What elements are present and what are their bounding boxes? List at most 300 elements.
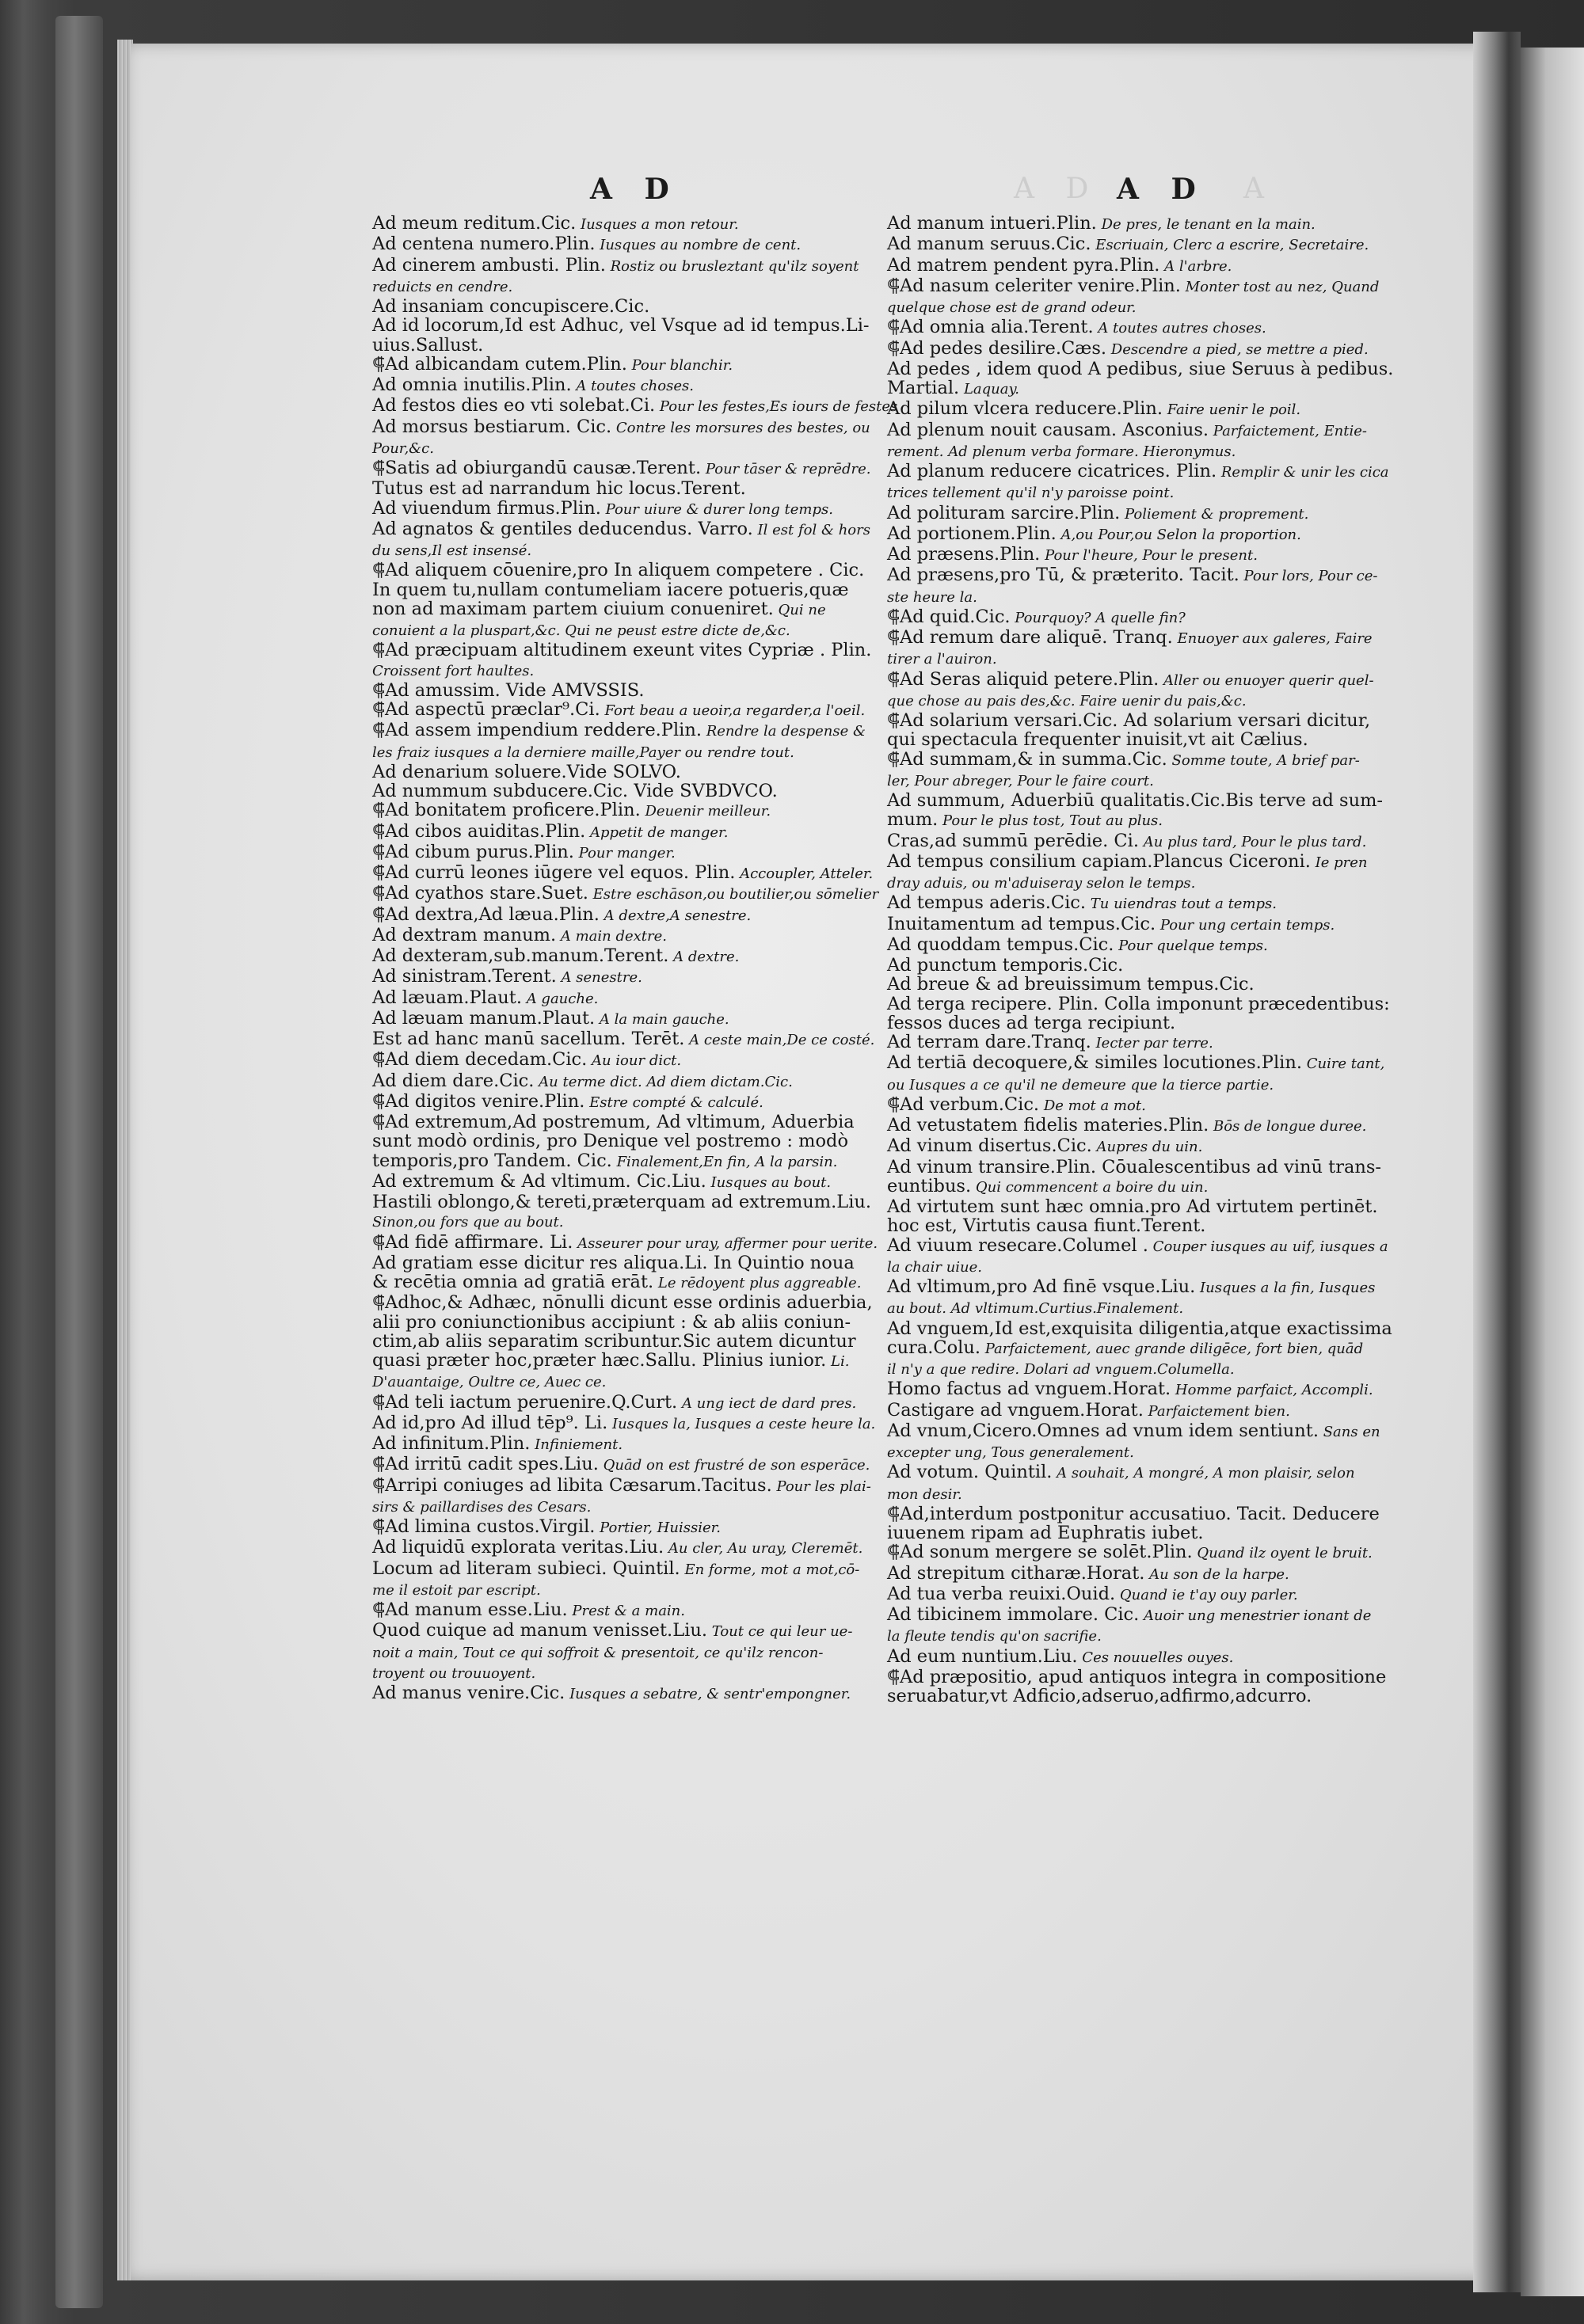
latin-text: ⸿Ad nasum celeriter venire.Plin. [887,275,1181,296]
entry-line [887,462,1434,482]
latin-text: ⸿Ad solarium versari.Cic. Ad solarium versari dicitur, [887,710,1371,731]
entry-line [887,1277,1434,1298]
french-gloss: trices tellement qu'il n'y paroisse point. [887,485,1175,502]
entry-line [887,1033,1434,1053]
entry-line [372,862,874,884]
french-gloss: Aupres du uin. [1091,1139,1203,1156]
entry-line [372,1132,863,1151]
latin-text: Ad planum reducere cicatrices. Plin. [887,461,1217,481]
french-gloss: excepter ung, Tous generalement. [887,1444,1134,1461]
entry-line [887,995,1434,1014]
entry-line [887,956,1434,975]
latin-text: non ad maximam partem ciuium conueniret. [372,598,774,619]
latin-text: Ad morsus bestiarum. Cic. [372,416,612,437]
french-gloss: la fleute tendis qu'on sacrifie. [887,1628,1102,1645]
latin-text: alii pro coniunctionibus accipiunt : & ab aliis coniun- [372,1311,851,1333]
entry-line [887,545,1434,565]
latin-text: Ad tua verba reuixi.Ouid. [887,1583,1116,1604]
entry-line [372,1313,863,1332]
latin-text: Tutus est ad narrandum hic locus.Terent. [372,478,746,500]
latin-text: Ad manus venire.Cic. [372,1683,565,1703]
latin-text: Ad summum, Aduerbiū qualitatis.Cic.Bis terve ad sum- [887,790,1384,811]
entry-line [372,926,863,946]
latin-text: ⸿Ad verbum.Cic. [887,1094,1040,1115]
entry-line [372,580,863,599]
latin-text: Ad festos dies eo vti solebat.Ci. [372,395,656,416]
entry-line [372,438,863,458]
entry-line [887,1197,1434,1216]
entry-line [372,1683,863,1704]
french-gloss: Prest & a main. [567,1603,685,1619]
latin-text: ⸿Ad aliquem cōuenire,pro In aliquem competere . Cic. [372,560,865,581]
french-gloss: il n'y a que redire. Dolari ad vnguem.Columella. [887,1361,1235,1378]
latin-text: ⸿Ad currū leones iūgere vel equos. Plin. [372,862,736,883]
french-gloss: Pourquoy? A quelle fin? [1010,609,1186,626]
latin-text: Ad agnatos & gentiles deducendus. Varro. [372,518,753,539]
entry-line [887,1379,1434,1400]
entry-line [887,1626,1434,1646]
french-gloss: Fort beau a ueoir,a regarder,a l'oeil. [600,702,866,719]
entry-line [372,1663,863,1683]
latin-text: Ad liquidū explorata veritas.Liu. [372,1537,664,1558]
french-gloss: A toutes choses. [571,378,694,394]
entry-line [887,1523,1434,1542]
french-gloss: Tu uiendras tout a temps. [1086,896,1277,913]
entry-line [887,399,1434,420]
latin-text: Ad breue & ad breuissimum tempus.Cic. [887,974,1255,995]
french-gloss: Homme parfaict, Accompli. [1171,1382,1373,1399]
latin-text: seruabatur,vt Adficio,adseruo,adfirmo,adcurro. [887,1686,1312,1706]
latin-text: Martial. [887,378,960,398]
latin-text: Ad insaniam concupiscere.Cic. [372,296,650,317]
entry-line [887,1257,1434,1277]
entry-line [372,1050,863,1071]
latin-text: Ad vltimum,pro Ad finē vsque.Liu. [887,1276,1196,1297]
french-gloss: Cuire tant, [1301,1055,1385,1073]
french-gloss: Iusques au bout. [706,1173,832,1191]
entry-line [372,297,863,316]
latin-text: ⸿Ad præcipuam altitudinem exeunt vites Cypriæ . Plin. [372,640,872,661]
latin-text: Ad diem dare.Cic. [372,1070,535,1091]
entry-line [372,336,863,355]
entry-line [372,1292,873,1314]
french-gloss: Portier, Huissier. [595,1520,721,1536]
french-gloss: Monter tost au nez, Quand [1180,278,1380,295]
french-gloss: Asseurer pour uray, affermer pour uerite. [573,1234,878,1252]
entry-line [372,1497,863,1517]
entry-line [372,561,863,580]
entry-line [887,1177,1434,1197]
entry-line [887,587,1434,607]
latin-text: Castigare ad vnguem.Horat. [887,1399,1144,1421]
french-gloss: D'auantaige, Oultre ce, Auec ce. [372,1374,607,1391]
latin-text: mum. [887,809,939,831]
french-gloss: Iusques a sebatre, & sentr'empongner. [565,1686,851,1702]
latin-text: Ad viuum resecare.Columel . [887,1234,1148,1256]
latin-text: Ad polituram sarcire.Plin. [887,502,1121,523]
right-running-header: A D [1117,173,1207,206]
entry-line [372,1071,863,1092]
french-gloss: Il est fol & hors [752,521,870,538]
latin-text: Ad tempus aderis.Cic. [887,892,1087,914]
entry-line [887,1584,1434,1605]
entry-line [372,905,863,926]
entry-line [887,1095,1434,1116]
entry-line [372,1600,863,1621]
latin-text: Ad terga recipere. Plin. Colla imponunt præcedentibus: [887,993,1390,1014]
french-gloss: A la main gauche. [595,1010,729,1028]
entry-line [372,1559,863,1580]
entry-line [887,565,1434,586]
entry-line [372,1092,863,1113]
french-gloss: Parfaictement bien. [1143,1402,1290,1420]
latin-text: Ad id locorum,Id est Adhuc, vel Vsque ad id tempus.Li- [372,315,870,337]
latin-text: Ad id,pro Ad illud tēp⁹. Li. [372,1412,608,1433]
entry-line [372,1211,863,1232]
french-gloss: En forme, mot a mot,cō- [680,1561,860,1578]
entry-line [372,1412,876,1434]
french-gloss: A dextre. [668,949,740,965]
latin-text: ⸿Ad diem decedam.Cic. [372,1049,588,1071]
french-gloss: Finalement,En fin, A la parsin. [611,1153,838,1170]
entry-line [887,791,1434,810]
latin-text: ⸿Ad omnia alia.Terent. [887,317,1094,338]
latin-text: Ad dextram manum. [372,924,557,945]
entry-line [887,852,1434,873]
french-gloss: ler, Pour abreger, Pour le faire court. [887,772,1154,789]
latin-text: ⸿Ad irritū cadit spes.Liu. [372,1454,599,1475]
french-gloss: Accoupler, Atteler. [735,865,874,882]
left-running-header: A D [590,173,680,206]
entry-line [372,1172,863,1192]
latin-text: Ad portionem.Plin. [887,523,1057,544]
latin-text: Ad manum intueri.Plin. [887,213,1097,234]
latin-text: ⸿Ad remum dare aliquē. Tranq. [887,627,1173,648]
french-gloss: Qui ne [773,601,826,618]
facing-page-edge [1521,48,1584,2296]
entry-line [887,524,1434,545]
entry-line [887,670,1434,690]
left-dictionary-column [372,213,898,1704]
latin-text: Ad pilum vlcera reducere.Plin. [887,398,1163,420]
latin-text: ⸿Ad quid.Cic. [887,606,1011,627]
entry-line [372,1009,863,1029]
latin-text: Ad dexteram,sub.manum.Terent. [372,945,669,966]
latin-text: ⸿Ad manum esse.Liu. [372,1599,568,1620]
entry-line [887,1053,1434,1074]
french-gloss: Iusques au nombre de cent. [595,237,802,254]
latin-text: fessos duces ad terga recipiunt. [887,1012,1176,1033]
french-gloss: Pour les plai- [771,1478,871,1495]
latin-text: ⸿Ad cyathos stare.Suet. [372,883,588,904]
latin-text: Ad tertiā decoquere,& similes locutiones.Plin. [887,1052,1302,1074]
french-gloss: Couper iusques au uif, iusques a [1148,1238,1388,1255]
latin-text: Ad quoddam tempus.Cic. [887,934,1114,955]
latin-text: Ad terram dare.Tranq. [887,1032,1091,1052]
french-gloss: Rostiz ou brusleztant qu'ilz soyent [605,257,859,275]
latin-text: Ad sinistram.Terent. [372,966,557,987]
latin-text: Locum ad literam subieci. Quintil. [372,1558,680,1579]
french-gloss: ou Iusques a ce qu'il ne demeure que la tierce partie. [887,1076,1274,1094]
entry-line [887,1075,1434,1095]
french-gloss: Au son de la harpe. [1144,1565,1289,1583]
entry-line [887,915,1434,935]
french-gloss: A,ou Pour,ou Selon la proportion. [1056,526,1301,543]
latin-text: hoc est, Virtutis causa fiunt.Terent. [887,1215,1206,1237]
entry-line [887,276,1434,297]
french-gloss: Au cler, Au uray, Cleremēt. [664,1540,863,1558]
french-gloss: la chair uiue. [887,1258,983,1276]
entry-line [887,359,1434,378]
french-gloss: Aller ou enuoyer querir quel- [1159,671,1374,689]
french-gloss: A toutes autres choses. [1093,320,1266,337]
french-gloss: Escriuain, Clerc a escrire, Secretaire. [1091,237,1369,254]
entry-line [887,1338,1434,1359]
entry-line [372,699,866,721]
latin-text: euntibus. [887,1175,972,1196]
entry-line [887,1668,1434,1687]
latin-text: Ad votum. Quintil. [887,1462,1053,1483]
latin-text: ⸿Arripi coniuges ad libita Cæsarum.Tacitus. [372,1474,772,1496]
french-gloss: rement. Ad plenum verba formare. Hieronymus. [887,443,1236,460]
french-gloss: A ung iect de dard pres. [677,1394,857,1412]
entry-line [887,649,1434,669]
french-gloss: Laquay. [959,381,1019,397]
entry-line [887,1319,1434,1338]
latin-text: & recētia omnia ad gratiā erāt. [372,1272,654,1292]
entry-line [372,1192,872,1212]
french-gloss: reduicts en cendre. [372,278,513,295]
entry-line [372,1151,863,1172]
entry-line [372,946,863,967]
entry-line [372,720,866,741]
french-gloss: Quand ie t'ay ouy parler. [1115,1586,1298,1603]
french-gloss: noit a main, Tout ce qui soffroit & presentoit, ce qu'ilz rencon- [372,1644,824,1661]
french-gloss: A gauche. [521,990,599,1007]
french-gloss: Parfaictement, auec grande diligēce, fort bien, quād [980,1340,1364,1357]
latin-text: ⸿Ad sonum mergere se solēt.Plin. [887,1542,1193,1563]
entry-line [887,1462,1434,1483]
french-gloss: Estre compté & calculé. [584,1094,763,1111]
french-gloss: Estre eschāson,ou boutilier,ou sōmelier [588,886,879,903]
latin-text: ⸿Ad cibos auiditas.Plin. [372,820,586,842]
entry-line [887,1359,1434,1379]
latin-text: Ad læuam manum.Plaut. [372,1007,596,1029]
latin-text: Ad punctum temporis.Cic. [887,955,1124,976]
latin-text: ⸿Satis ad obiurgandū causæ.Terent. [372,458,702,478]
entry-line [887,1564,1434,1584]
french-gloss: Quād on est frustré de son esperāce. [598,1457,870,1474]
french-gloss: Iecter par terre. [1091,1035,1213,1052]
entry-line [887,1158,1434,1177]
right-dictionary-column [887,214,1434,1706]
french-gloss: mon desir. [887,1485,962,1503]
entry-line [372,499,863,519]
entry-line [887,1484,1434,1504]
entry-line [372,276,863,297]
french-gloss: De pres, le tenant en la main. [1096,216,1316,233]
entry-line [887,1605,1434,1626]
latin-text: Ad strepitum citharæ.Horat. [887,1562,1145,1584]
latin-text: Ad vetustatem fidelis materies.Plin. [887,1115,1209,1135]
entry-line [372,1332,863,1351]
latin-text: ⸿Ad amussim. Vide AMVSSIS. [372,679,645,701]
latin-text: ⸿Ad bonitatem proficere.Plin. [372,800,641,821]
french-gloss: Sinon,ou fors que au bout. [372,1214,564,1231]
latin-text: sunt modò ordinis, pro Denique vel postremo : modò [372,1131,848,1152]
french-gloss: Remplir & unir les cica [1217,464,1389,481]
latin-text: Ad vinum transire.Plin. Cōualescentibus ad vinū trans- [887,1156,1382,1177]
latin-text: Ad læuam.Plaut. [372,987,522,1008]
french-gloss: Contre les morsures des bestes, ou [611,419,870,436]
latin-text: Quod cuique ad manum venisset.Liu. [372,1620,707,1641]
french-gloss: sirs & paillardises des Cesars. [372,1498,592,1516]
book-cover-edge [55,16,103,2308]
entry-line [887,1542,1434,1563]
latin-text: Ad cinerem ambusti. Plin. [372,254,606,276]
latin-text: Ad infinitum.Plin. [372,1433,531,1454]
latin-text: In quem tu,nullam contumeliam iacere potueris,quæ [372,579,849,600]
entry-line [887,297,1434,318]
french-gloss: Sans en [1318,1423,1380,1440]
latin-text: Ad virtutem sunt hæc omnia.pro Ad virtutem pertinēt. [887,1196,1378,1217]
latin-text: ⸿Ad summam,& in summa.Cic. [887,748,1167,770]
latin-text: quasi præter hoc,præter hæc.Sallu. Plinius iunior. [372,1350,827,1371]
latin-text: ctim,ab aliis separatim scribuntur.Sic autem dicuntur [372,1330,856,1352]
latin-text: Ad manum seruus.Cic. [887,234,1091,255]
french-gloss: Tout ce qui leur ue- [706,1623,853,1641]
entry-line [372,1029,875,1050]
entry-line [887,420,1434,441]
french-gloss: Pour quelque temps. [1114,937,1268,954]
french-gloss: ste heure la. [887,588,977,606]
entry-line [887,504,1434,524]
french-gloss: Ie pren [1310,854,1368,871]
french-gloss: Infiniement. [530,1436,623,1453]
french-gloss: Pour blanchir. [626,356,733,374]
show-through-header: A [1243,173,1275,205]
entry-line [372,782,863,801]
entry-line [372,1393,863,1413]
french-gloss: Pour uiure & durer long temps. [600,500,833,518]
latin-text: Ad eum nuntium.Liu. [887,1645,1078,1667]
latin-text: ⸿Ad aspectū præclar⁹.Ci. [372,699,600,720]
latin-text: ⸿Ad dextra,Ad læua.Plin. [372,903,600,925]
entry-line [887,893,1434,914]
entry-line [887,1298,1434,1318]
latin-text: ⸿Ad assem impendium reddere.Plin. [372,720,702,741]
french-gloss: A dextre,A senestre. [599,907,752,924]
french-gloss: que chose au pais des,&c. Faire uenir du pais,&c. [887,692,1247,709]
latin-text: Est ad hanc manū sacellum. Terēt. [372,1029,685,1049]
entry-line [887,810,1434,831]
french-gloss: A senestre. [556,969,642,987]
latin-text: ⸿Ad albicandam cutem.Plin. [372,353,627,375]
latin-text: ⸿Ad præpositio, apud antiquos integra in compositione [887,1666,1387,1687]
entry-line [372,479,863,498]
latin-text: ⸿Ad fidē affirmare. Li. [372,1231,573,1253]
entry-line [372,988,863,1009]
french-gloss: Pour ung certain temps. [1156,916,1335,934]
entry-line [372,1113,863,1132]
french-gloss: Deuenir meilleur. [640,803,771,820]
french-gloss: Pour tāser & reprēdre. [701,461,871,477]
entry-line [372,1351,863,1371]
entry-line [887,482,1434,503]
latin-text: ⸿Adhoc,& Adhæc, nōnulli dicunt esse ordinis aduerbia, [372,1292,873,1314]
latin-text: Ad meum reditum.Cic. [372,213,577,234]
entry-line [887,831,1434,852]
latin-text: uius.Sallust. [372,334,484,356]
latin-text: ⸿Ad cibum purus.Plin. [372,841,574,862]
entry-line [372,355,863,375]
show-through-header: A D [1014,173,1100,205]
entry-line [887,607,1434,628]
entry-line [887,1216,1434,1235]
entry-line [372,234,863,255]
entry-line [372,660,863,681]
latin-text: qui spectacula frequenter inuisit,vt ait Cælius. [887,729,1308,751]
entry-line [372,1474,871,1497]
entry-line [372,742,863,763]
french-gloss: Pour l'heure, Pour le present. [1040,547,1258,564]
entry-line [372,256,863,276]
entry-line [887,690,1434,711]
entry-line [372,458,871,479]
latin-text: Ad præsens,pro Tū, & præterito. Tacit. [887,565,1239,586]
latin-text: Ad vnum,Cicero.Omnes ad vnum idem sentiunt. [887,1420,1319,1441]
latin-text: Cras,ad summū perēdie. Ci. [887,830,1139,851]
french-gloss: me il estoit par escript. [372,1581,541,1599]
entry-line [372,620,863,641]
french-gloss: conuient a la pluspart,&c. Qui ne peust estre dicte de,&c. [372,622,790,639]
entry-line [372,1517,863,1538]
french-gloss: Iusques a mon retour. [576,216,739,233]
entry-line [887,750,1434,770]
french-gloss: du sens,Il est insensé. [372,542,532,559]
entry-line [372,1231,878,1253]
french-gloss: Parfaictement, Entie- [1209,422,1367,439]
french-gloss: A souhait, A mongré, A mon plaisir, selon [1052,1465,1355,1482]
french-gloss: les fraiz iusques a la derniere maille,Payer ou rendre tout. [372,744,794,761]
latin-text: Ad omnia inutilis.Plin. [372,375,572,395]
french-gloss: Qui commencent a boire du uin. [971,1178,1209,1196]
french-gloss: Quand ilz oyent le bruit. [1192,1545,1373,1562]
latin-text: Inuitamentum ad tempus.Cic. [887,913,1156,934]
entry-line [887,214,1434,234]
french-gloss: Auoir ung menestrier ionant de [1139,1607,1372,1624]
entry-line [887,318,1434,338]
entry-line [887,1236,1434,1257]
entry-line [372,416,870,438]
entry-line [372,599,863,620]
book-gutter [1473,32,1521,2292]
french-gloss: Faire uenir le poil. [1163,401,1301,419]
latin-text: ⸿Ad extremum,Ad postremum, Ad vltimum, Aduerbia [372,1112,855,1132]
entry-line [372,315,870,337]
french-gloss: Pour lors, Pour ce- [1239,568,1378,585]
french-gloss: A ceste main,De ce costé. [684,1032,875,1048]
entry-line [372,883,879,904]
french-gloss: A main dextre. [556,927,667,945]
latin-text: ⸿Ad limina custos.Virgil. [372,1516,596,1537]
french-gloss: Iusques a la fin, Iusques [1195,1280,1376,1296]
entry-line [372,681,863,700]
french-gloss: au bout. Ad vltimum.Curtius.Finalement. [887,1300,1184,1318]
entry-line [887,1421,1434,1442]
entry-line [887,1504,1434,1523]
french-gloss: dray aduis, ou m'aduiseray selon le temps. [887,875,1196,892]
